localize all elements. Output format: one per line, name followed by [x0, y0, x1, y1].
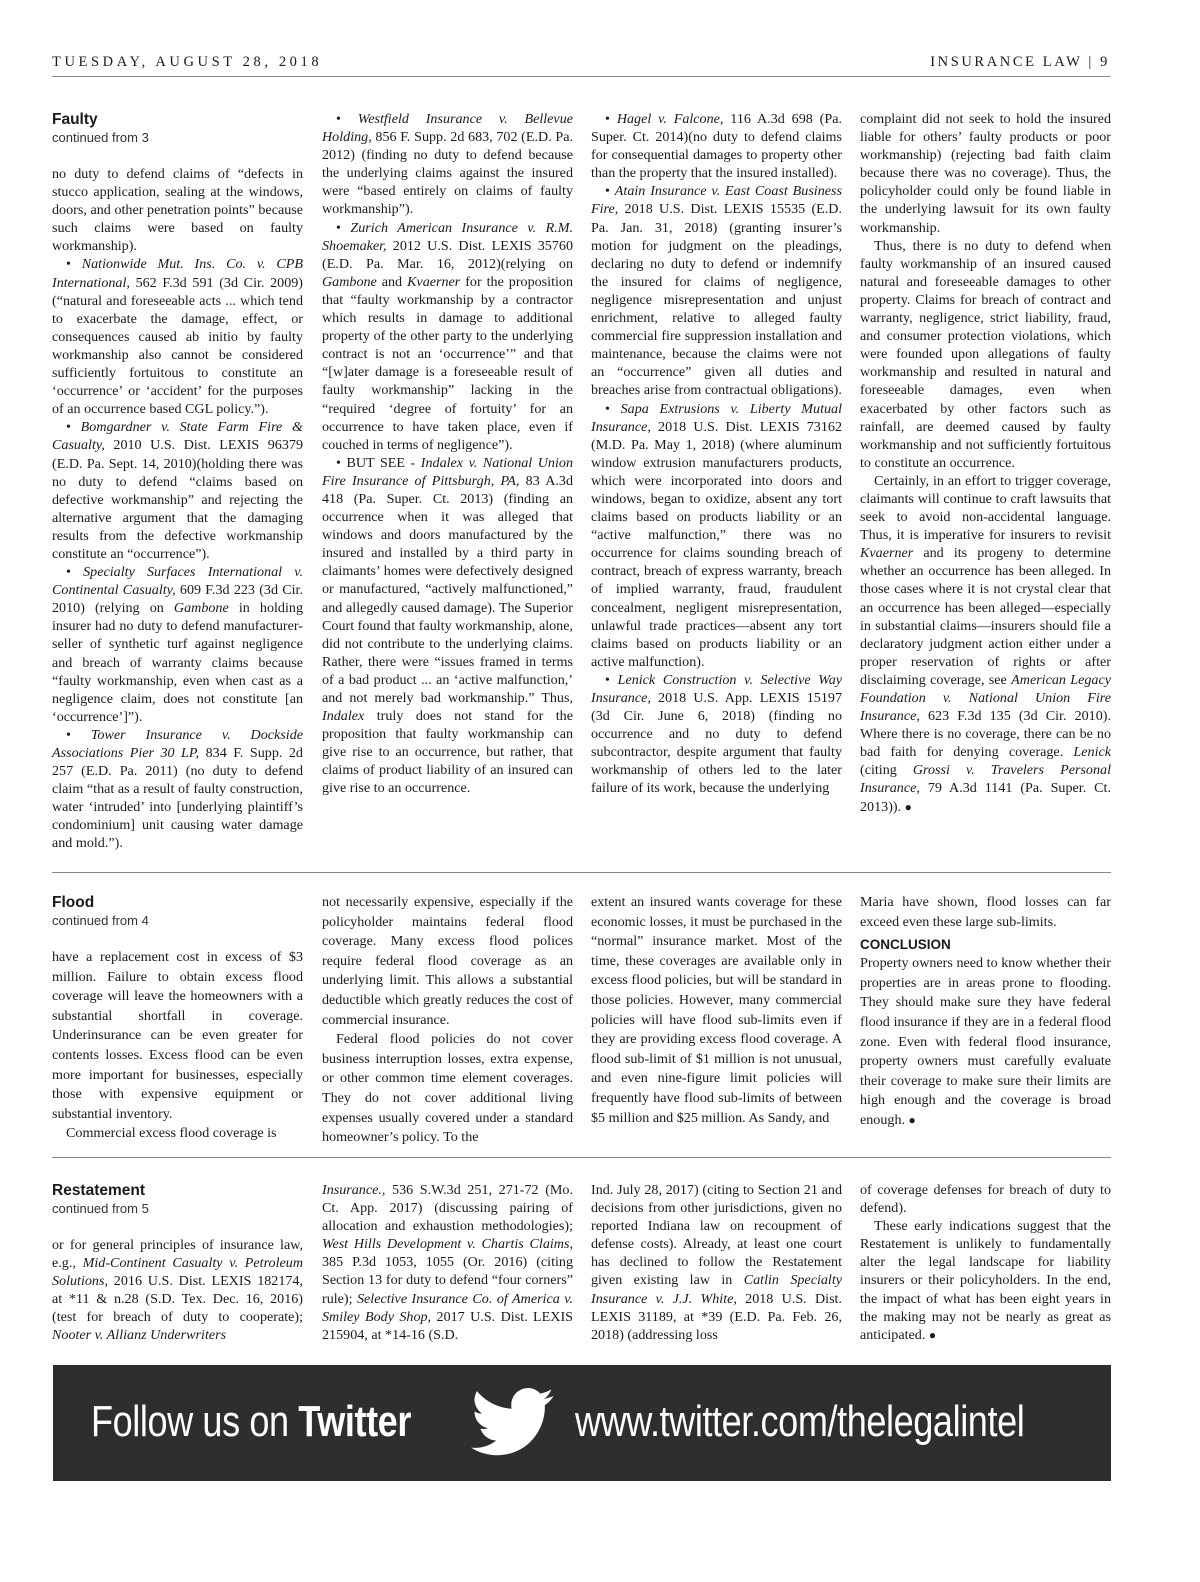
paragraph: Insurance., 536 S.W.3d 251, 271-72 (Mo. Ct. App. 2017) (discussing pairing of allocation and exhaustion methodologies); West Hills Development v. Chartis Claims, 385 P.3d 1053, 1055 (Or. 2016) (citing Section 13 for duty to defend “four corners” rule); Selective Insurance Co. of America v. Smiley Body Shop, 2017 U.S. Dist. LEXIS 215904, at *14-16 (S.D. — [322, 1182, 573, 1343]
paragraph: • Tower Insurance v. Dockside Associations Pier 30 LP, 834 F. Supp. 2d 257 (E.D. Pa. 2011) (no duty to defend claim “that as a result of faulty construction, water ‘intruded’ into [underlying plaintiff’s condominium] unit causing water damage and mold.”). — [52, 726, 303, 852]
faulty-col-2 — [322, 110, 573, 798]
restatement-col-2 — [322, 1181, 573, 1344]
conclusion-body: Property owners need to know whether their properties are in areas prone to flooding. They should make sure they have federal flood insurance if they are in a federal flood zone. Even with federal flood insurance, property owners must carefully evaluate their coverage to make sure their limits are high enough and the coverage is broad enough. — [860, 955, 1111, 1128]
paragraph: Commercial excess flood coverage is — [66, 1125, 277, 1142]
faulty-col-3 — [591, 110, 842, 798]
header-date: TUESDAY, AUGUST 28, 2018 — [52, 54, 323, 70]
faulty-col-4 — [860, 110, 1111, 816]
twitter-banner[interactable] — [53, 1365, 1111, 1481]
divider-1 — [52, 872, 1111, 873]
paragraph: • BUT SEE - Indalex v. National Union Fire Insurance of Pittsburgh, PA, 83 A.3d 418 (Pa. Super. Ct. 2013) (finding an occurrence when it was alleged that windows and doors manufactured by the insured and installed by a third party in claimants’ homes were defectively designed or manufactured, “actively malfunctioned,” and allegedly caused damage). The Superior Court found that faulty workmanship, alone, did not contribute to the underlying claims. Rather, there were “issues framed in terms of a bad product ... an ‘active malfunction,’ and not merely bad workmanship.” Thus, Indalex truly does not stand for the proposition that faulty workmanship can give rise to an occurrence, but rather, that claims of product liability of an insured can give rise to an occurrence. — [322, 454, 573, 797]
paragraph: • Lenick Construction v. Selective Way Insurance, 2018 U.S. App. LEXIS 15197 (3d Cir. June 6, 2018) (finding no occurrence and no duty to defend subcontractor, despite argument that faulty workmanship of others led to the later failure of its work, because the underlying — [591, 671, 842, 797]
paragraph: Federal flood policies do not cover business interruption losses, extra expense, or other common time element coverages. They do not cover additional living expenses usually covered under a standard homeowner’s policy. To the — [322, 1031, 573, 1146]
paragraph: Ind. July 28, 2017) (citing to Section 21 and decisions from other jurisdictions, given no reported Indiana law on recoupment of defense costs). Already, at least one court has declined to follow the Restatement given existing law in Catlin Specialty Insurance v. J.J. White, 2018 U.S. Dist. LEXIS 31189, at *39 (E.D. Pa. Feb. 26, 2018) (addressing loss — [591, 1182, 842, 1343]
flood-col-1-body — [52, 948, 303, 1144]
restatement-col-1 — [52, 1181, 303, 1345]
flood-title: Flood — [52, 894, 95, 911]
flood-continued: continued from 4 — [52, 913, 149, 928]
conclusion-text — [860, 954, 1111, 1130]
paragraph: Certainly, in an effort to trigger coverage, claimants will continue to craft lawsuits that seek to avoid non-accidental language. Thus, it is imperative for insurers to revisit Kvaerner and its progeny to determine whether an occurrence has been alleged. In those cases where it is not crystal clear that an occurrence has been alleged—especially in substantial claims—insurers should file a declaratory judgment action either under a proper reservation of rights or after disclaiming coverage, see American Legacy Foundation v. National Union Fire Insurance, 623 F.3d 135 (3d Cir. 2010). Where there is no coverage, there can be no bad faith for denying coverage. Lenick (citing Grossi v. Travelers Personal Insurance, 79 A.3d 1141 (Pa. Super. Ct. 2013)). ● — [860, 472, 1111, 815]
paragraph: • Westfield Insurance v. Bellevue Holding, 856 F. Supp. 2d 683, 702 (E.D. Pa. 2012) (finding no duty to defend because the underlying claims against the insured were “based entirely on claims of faulty workmanship”). — [322, 111, 573, 218]
restatement-title: Restatement — [52, 1182, 146, 1199]
restatement-col-3 — [591, 1181, 842, 1344]
faulty-title: Faulty — [52, 111, 98, 128]
paragraph: • Specialty Surfaces International v. Continental Casualty, 609 F.3d 223 (3d Cir. 2010) (relying on Gambone in holding insurer had no duty to defend manufacturer-seller of synthetic turf against negligence and breach of warranty claims because “faulty workmanship, even when cast as a negligence claim, does not constitute [an ‘occurrence’]”). — [52, 564, 303, 725]
paragraph: • Nationwide Mut. Ins. Co. v. CPB International, 562 F.3d 591 (3d Cir. 2009) (“natural and foreseeable acts ... which tend to exacerbate the damage, effect, or consequences caused ab initio by faulty workmanship also cannot be considered sufficiently fortuitous to constitute an ‘occurrence’ or ‘accident’ for the purposes of an occurrence based CGL policy.”). — [52, 256, 303, 418]
paragraph: complaint did not seek to hold the insured liable for others’ faulty products or poor workmanship) (rejecting bad faith claim because there was no coverage). Thus, the policyholder could only be found liable in the underlying lawsuit for its own faulty workmanship. — [860, 111, 1111, 236]
faulty-continued: continued from 3 — [52, 130, 149, 145]
paragraph: • Hagel v. Falcone, 116 A.3d 698 (Pa. Super. Ct. 2014)(no duty to defend claims for consequential damages to property other than the property that the insured installed). — [591, 111, 842, 182]
paragraph: • Bomgardner v. State Farm Fire & Casualty, 2010 U.S. Dist. LEXIS 96379 (E.D. Pa. Sept. 14, 2010)(holding there was no duty to defend “claims based on defective workmanship” and rejecting the alternative argument that the damaging results from the defective workmanship constitute an “occurrence”). — [52, 419, 303, 562]
paragraph: no duty to defend claims of “defects in stucco application, sealing at the windows, doors, and other penetration points” because such claims were based on faulty workmanship). — [52, 166, 303, 255]
paragraph: extent an insured wants coverage for these economic losses, it must be purchased in the “normal” insurance market. Most of the time, these coverages are available only in excess flood policies, but will be standard in those policies. However, many commercial policies will have flood sub-limits even if they are providing excess flood coverage. A flood sub-limit of $1 million is not unusual, and even nine-figure limit policies will frequently have flood sub-limits of between $5 million and $25 million. As Sandy, and — [591, 894, 842, 1126]
faulty-col-1 — [52, 110, 303, 853]
paragraph: • Atain Insurance v. East Coast Business Fire, 2018 U.S. Dist. LEXIS 15535 (E.D. Pa. Jan. 31, 2018) (granting insurer’s motion for judgment on the pleadings, declaring no duty to defend or indemnify the insured for claims of negligence, negligence misrepresentation and unjust enrichment, relative to alleged faulty commercial fire suppression installation and maintenance, because the claims were not an “occurrence” given all duties and breaches arise from contractual obligations). — [591, 183, 842, 399]
flood-col-4-text: Maria have shown, flood losses can far exceed even these large sub-limits. — [860, 894, 1111, 930]
twitter-bird-icon — [471, 1387, 555, 1459]
flood-col-4 — [860, 893, 1111, 1131]
paragraph: not necessarily expensive, especially if the policyholder maintains federal flood coverage. Many excess flood polices require federal flood coverage as an underlying limit. This allows a substantial deductible which greatly reduces the cost of commercial insurance. — [322, 894, 573, 1028]
paragraph: • Zurich American Insurance v. R.M. Shoemaker, 2012 U.S. Dist. LEXIS 35760 (E.D. Pa. Mar. 16, 2012)(relying on Gambone and Kvaerner for the proposition that “faulty workmanship by a contractor which results in damage to additional property of the other party to the underlying contract is not an ‘occurrence’” and that “[w]ater damage is a foreseeable result of faulty workmanship” lacking in the “required ‘degree of fortuity’ for an occurrence to have taken place, even if couched in terms of negligence”). — [322, 219, 573, 453]
restatement-col-4 — [860, 1181, 1111, 1344]
conclusion-heading: CONCLUSION — [860, 937, 951, 953]
paragraph: or for general principles of insurance law, e.g., Mid-Continent Casualty v. Petroleum Solutions, 2016 U.S. Dist. LEXIS 182174, at *11 & n.28 (S.D. Tex. Dec. 16, 2016) (test for breach of duty to cooperate); Nooter v. Allianz Underwriters — [52, 1237, 303, 1344]
flood-col-2 — [322, 893, 573, 1148]
faulty-col-1-body — [52, 165, 303, 853]
follow-text — [91, 1397, 411, 1447]
paragraph: These early indications suggest that the Restatement is unlikely to fundamentally alter the legal landscape for liability insurers or their policyholders. In the end, the impact of what has been eight years in the making may not be nearly as great as anticipated. ● — [860, 1218, 1111, 1343]
flood-col-3 — [591, 893, 842, 1128]
restatement-col-1-body — [52, 1236, 303, 1345]
paragraph: of coverage defenses for breach of duty to defend). — [860, 1182, 1111, 1217]
paragraph: have a replacement cost in excess of $3 million. Failure to obtain excess flood coverage will leave the homeowners with a substantial shortfall in coverage. Underinsurance can be even greater for contents losses. Excess flood can be even more important for businesses, especially those with expensive equipment or substantial inventory. — [52, 949, 303, 1122]
page-header — [52, 52, 1110, 77]
restatement-continued: continued from 5 — [52, 1201, 149, 1216]
twitter-url-link[interactable]: www.twitter.com/thelegalintel — [575, 1397, 1025, 1446]
header-section-page: INSURANCE LAW | 9 — [930, 54, 1110, 70]
paragraph: • Sapa Extrusions v. Liberty Mutual Insurance, 2018 U.S. Dist. LEXIS 73162 (M.D. Pa. May 1, 2018) (where aluminum window extrusion manufacturers products, which were incorporated into doors and windows, began to oxidize, absent any tort claims based on products liability or an “active malfunction,” there was no occurrence for claims sounding breach of contract, breach of express warranty, breach of implied warranty, fraud, fraudulent concealment, negligent misrepresentation, unlawful trade practices—absent any tort claims based on products liability or an active malfunction). — [591, 400, 842, 670]
divider-2 — [52, 1157, 1111, 1158]
paragraph: Thus, there is no duty to defend when faulty workmanship of an insured caused natural and foreseeable damages to other property. Claims for breach of contract and warranty, negligence, strict liability, fraud, and consumer protection violations, which were founded upon allegations of faulty workmanship and resulted in natural and foreseeable damages, even when exacerbated by other factors such as rainfall, are deemed caused by faulty workmanship and not sufficiently fortuitous to constitute an occurrence. — [860, 237, 1111, 471]
end-mark: ● — [908, 1112, 916, 1127]
follow-label: Follow us on — [91, 1397, 289, 1446]
brand-label: Twitter — [298, 1397, 411, 1446]
flood-col-1 — [52, 893, 303, 1144]
